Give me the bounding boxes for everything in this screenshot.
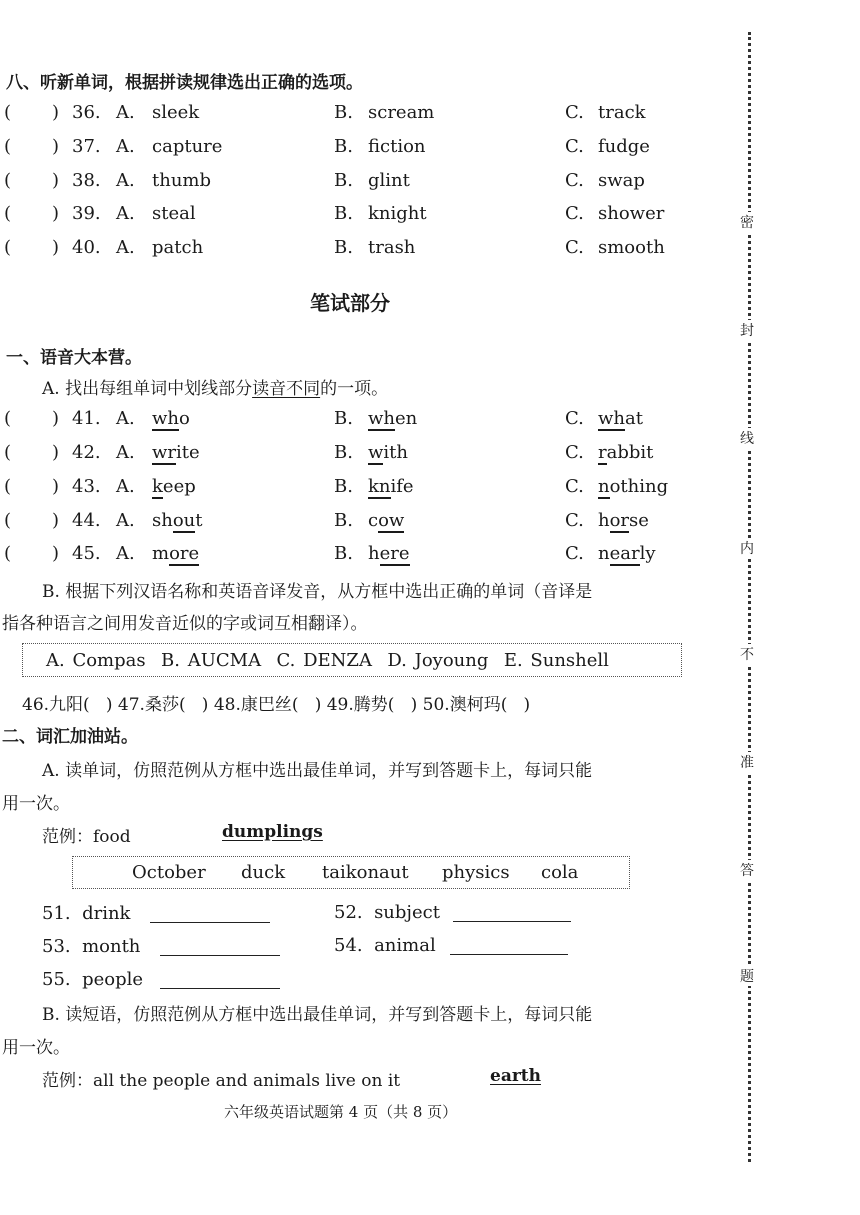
seal-char: 线: [740, 428, 754, 448]
option-c-label: C.: [565, 408, 584, 429]
lead-part: sh: [152, 510, 173, 531]
example-b-label: 范例：all the people and animals live on it: [42, 1071, 401, 1091]
option-b-label: B.: [334, 136, 353, 157]
example-label: 范例：food: [42, 827, 131, 847]
rest-part: ly: [639, 543, 656, 564]
paren-open: (: [4, 203, 12, 224]
option-a-label: A.: [116, 476, 135, 497]
question-52: 52. subject: [334, 902, 440, 923]
question-row: [0, 203, 720, 229]
seal-char: 封: [740, 320, 754, 340]
lead-part: n: [598, 543, 610, 564]
option-c-label: C.: [565, 237, 584, 258]
underlined-part: or: [609, 510, 630, 531]
answer-blank[interactable]: [450, 954, 568, 955]
underlined-part: wh: [368, 408, 395, 429]
word-option: physics: [442, 862, 510, 883]
question-row: [0, 237, 720, 263]
option-a-word: [152, 442, 200, 463]
option-c-label: C.: [565, 203, 584, 224]
underlined-part: r: [598, 442, 607, 463]
option-a-word: [152, 543, 199, 564]
rest-part: o: [179, 408, 190, 429]
sub-a-text-end: 的一项。: [320, 379, 389, 399]
underlined-part: ore: [169, 543, 200, 564]
part2-sub-a-line2: 用一次。: [2, 794, 70, 814]
paren-close: ): [52, 476, 60, 497]
question-number: 37.: [72, 136, 101, 157]
option-b-label: B.: [334, 170, 353, 191]
option-c-word: [598, 408, 643, 429]
rest-part: ite: [176, 442, 200, 463]
question-row: [0, 408, 720, 434]
option-a-label: A.: [116, 170, 135, 191]
underlined-part: ow: [378, 510, 405, 531]
option-a-word: thumb: [152, 170, 212, 191]
underlined-part: w: [368, 442, 384, 463]
question-row: [0, 476, 720, 502]
question-row: [0, 543, 720, 569]
lead-part: h: [368, 543, 380, 564]
paren-open: (: [4, 170, 12, 191]
option-a-label: A.: [116, 543, 135, 564]
lead-part: c: [368, 510, 379, 531]
option-c-word: smooth: [598, 237, 665, 258]
option-b-label: B.: [334, 476, 353, 497]
option-b-word: knight: [368, 203, 427, 224]
rest-part: t: [195, 510, 203, 531]
rest-part: en: [395, 408, 418, 429]
option-b-word: [368, 543, 410, 564]
seal-char: 答: [740, 860, 754, 880]
part2-heading: 二、词汇加油站。: [2, 727, 138, 747]
option-c-label: C.: [565, 543, 584, 564]
question-number: 43.: [72, 476, 101, 497]
option-a-label: A.: [116, 102, 135, 123]
question-row: [0, 442, 720, 468]
paren-close: ): [52, 170, 60, 191]
word-option: October: [132, 862, 206, 883]
option-a-label: A.: [116, 237, 135, 258]
part1-sub-a: [42, 374, 388, 399]
rest-part: ith: [383, 442, 409, 463]
option-c-label: C.: [565, 170, 584, 191]
option-c-label: C.: [565, 476, 584, 497]
option-b-word: fiction: [368, 136, 426, 157]
option-b-word: [368, 442, 408, 463]
sub-a-underlined: 读音不同: [252, 379, 321, 399]
question-row: [0, 102, 720, 128]
option-a-word: [152, 476, 196, 497]
paren-close: ): [52, 408, 60, 429]
seal-char: 密: [740, 212, 754, 232]
option-b-label: B.: [334, 543, 353, 564]
paren-close: ): [52, 203, 60, 224]
underlined-part: wh: [152, 408, 179, 429]
part2-sub-b-line1: B. 读短语，仿照范例从方框中选出最佳单词，并写到答题卡上，每词只能: [42, 1005, 593, 1025]
question-number: 45.: [72, 543, 101, 564]
option-c-word: shower: [598, 203, 665, 224]
underlined-part: ere: [379, 543, 410, 564]
option-a-label: A.: [116, 408, 135, 429]
part1-sub-b-line2: 指各种语言之间用发音近似的字或词互相翻译）。: [2, 614, 368, 634]
paren-close: ): [52, 237, 60, 258]
option-c-word: track: [598, 102, 646, 123]
question-row: [0, 136, 720, 162]
option-b-word: trash: [368, 237, 416, 258]
option-c-label: C.: [565, 102, 584, 123]
paren-open: (: [4, 543, 12, 564]
paren-open: (: [4, 102, 12, 123]
question-row: [0, 170, 720, 196]
underlined-part: kn: [368, 476, 391, 497]
part2-sub-b-line2: 用一次。: [2, 1038, 70, 1058]
part1-heading: 一、语音大本营。: [6, 348, 142, 368]
question-54: 54. animal: [334, 935, 436, 956]
question-number: 41.: [72, 408, 101, 429]
question-number: 38.: [72, 170, 101, 191]
option-a-word: steal: [152, 203, 196, 224]
option-a-word: [152, 510, 203, 531]
answer-blank[interactable]: [453, 921, 571, 922]
part1-sub-b-line1: B. 根据下列汉语名称和英语音译发音，从方框中选出正确的单词（音译是: [42, 582, 593, 602]
question-row: [0, 510, 720, 536]
word-option: taikonaut: [322, 862, 409, 883]
example-answer: dumplings: [222, 822, 323, 842]
answer-blank[interactable]: [160, 988, 280, 989]
question-number: 36.: [72, 102, 101, 123]
paren-open: (: [4, 408, 12, 429]
rest-part: othing: [609, 476, 669, 497]
underlined-part: wr: [152, 442, 177, 463]
option-b-word: [368, 408, 417, 429]
word-option: cola: [541, 862, 579, 883]
part8-heading: 八、听新单词，根据拼读规律选出正确的选项。: [6, 73, 363, 93]
rest-part: abbit: [606, 442, 654, 463]
rest-part: ife: [390, 476, 414, 497]
underlined-part: wh: [598, 408, 625, 429]
paren-close: ): [52, 442, 60, 463]
paren-open: (: [4, 136, 12, 157]
page-footer: 六年级英语试题第 4 页（共 8 页）: [224, 1103, 458, 1121]
written-section-title: 笔试部分: [310, 291, 390, 315]
part2-sub-a-line1: A. 读单词，仿照范例从方框中选出最佳单词，并写到答题卡上，每词只能: [42, 761, 593, 781]
option-c-word: [598, 543, 656, 564]
option-c-word: [598, 510, 649, 531]
lead-part: h: [598, 510, 610, 531]
option-c-word: swap: [598, 170, 645, 191]
answer-blank[interactable]: [150, 922, 270, 923]
paren-close: ): [52, 510, 60, 531]
option-b-label: B.: [334, 408, 353, 429]
brand-questions: 46.九阳( ) 47.桑莎( ) 48.康巴丝( ) 49.腾势( ) 50.澳柯玛( ): [22, 695, 531, 715]
option-b-label: B.: [334, 203, 353, 224]
brand-options: A. Compas B. AUCMA C. DENZA D. Joyoung E. Sunshell: [46, 650, 609, 671]
underlined-part: n: [598, 476, 610, 497]
question-number: 39.: [72, 203, 101, 224]
option-a-label: A.: [116, 442, 135, 463]
option-a-word: patch: [152, 237, 204, 258]
paren-open: (: [4, 442, 12, 463]
underlined-part: k: [152, 476, 163, 497]
question-number: 44.: [72, 510, 101, 531]
option-c-label: C.: [565, 442, 584, 463]
paren-close: ): [52, 102, 60, 123]
option-a-label: A.: [116, 203, 135, 224]
option-b-word: [368, 476, 414, 497]
option-b-word: scream: [368, 102, 435, 123]
option-b-label: B.: [334, 442, 353, 463]
option-a-label: A.: [116, 136, 135, 157]
option-c-word: [598, 442, 653, 463]
question-number: 40.: [72, 237, 101, 258]
paren-open: (: [4, 476, 12, 497]
option-a-word: [152, 408, 190, 429]
option-b-label: B.: [334, 102, 353, 123]
paren-open: (: [4, 237, 12, 258]
seal-char: 内: [740, 538, 754, 558]
option-c-word: fudge: [598, 136, 650, 157]
paren-close: ): [52, 136, 60, 157]
paren-open: (: [4, 510, 12, 531]
question-55: 55. people: [42, 969, 144, 990]
option-a-word: sleek: [152, 102, 200, 123]
sub-a-text: A. 找出每组单词中划线部分: [42, 379, 253, 399]
rest-part: se: [629, 510, 649, 531]
lead-part: m: [152, 543, 170, 564]
underlined-part: ear: [609, 543, 640, 564]
answer-blank[interactable]: [160, 955, 280, 956]
option-b-label: B.: [334, 510, 353, 531]
option-a-label: A.: [116, 510, 135, 531]
underlined-part: ou: [172, 510, 196, 531]
question-number: 42.: [72, 442, 101, 463]
seal-char: 不: [740, 644, 754, 664]
seal-char: 题: [740, 966, 754, 986]
option-a-word: capture: [152, 136, 223, 157]
option-b-word: glint: [368, 170, 410, 191]
option-b-label: B.: [334, 237, 353, 258]
paren-close: ): [52, 543, 60, 564]
seal-char: 准: [740, 752, 754, 772]
option-b-word: [368, 510, 404, 531]
option-c-label: C.: [565, 136, 584, 157]
word-option: duck: [241, 862, 286, 883]
seal-line: [748, 32, 751, 1162]
example-b-answer: earth: [490, 1066, 541, 1086]
question-51: 51. drink: [42, 903, 131, 924]
rest-part: eep: [162, 476, 196, 497]
question-53: 53. month: [42, 936, 141, 957]
option-c-word: [598, 476, 668, 497]
option-c-label: C.: [565, 510, 584, 531]
rest-part: at: [625, 408, 643, 429]
